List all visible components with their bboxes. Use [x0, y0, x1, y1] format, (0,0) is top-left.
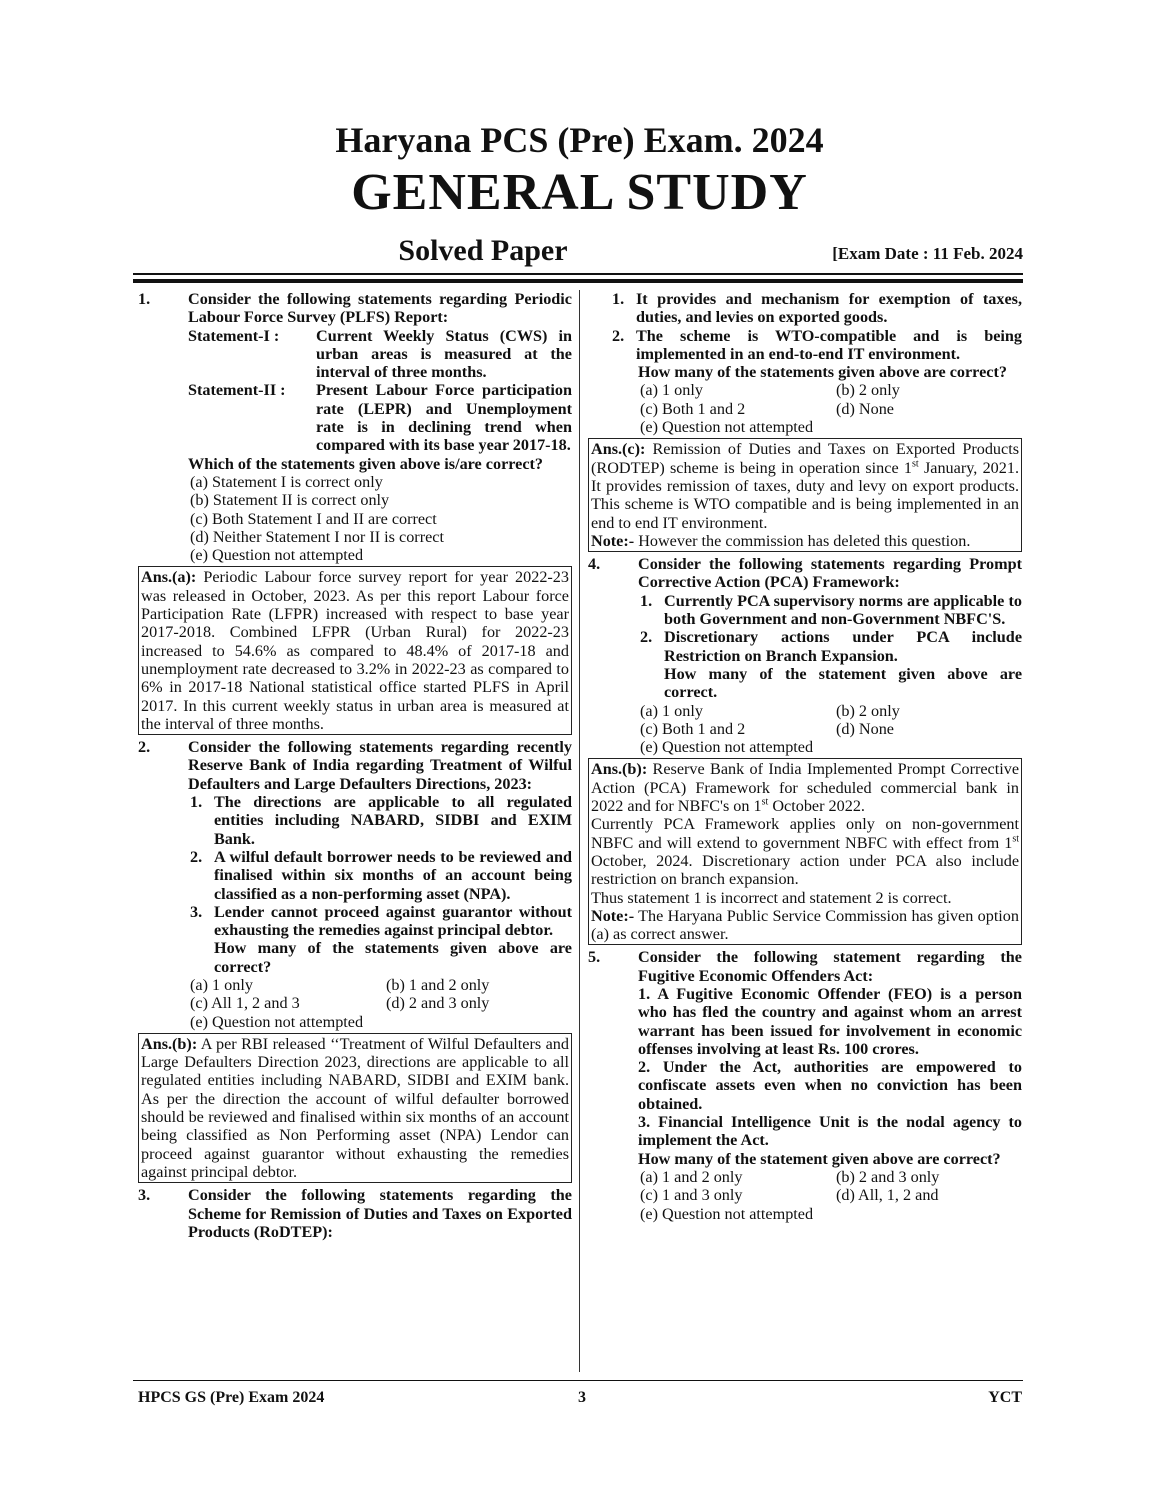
question-number: 3.: [138, 1186, 151, 1205]
sub-statement: 1. It provides and mechanism for exemption of taxes, duties, and levies on exported goods.: [612, 290, 1022, 327]
question-prompt: How many of the statement given above are correct?: [638, 1149, 1001, 1168]
option: (c) Both 1 and 2: [640, 719, 746, 738]
option: (e) Question not attempted: [640, 738, 814, 757]
question-4: [588, 555, 1022, 701]
answer-box: [138, 566, 572, 735]
page-header: [0, 118, 1159, 224]
option: (c) Both Statement I and II are correct: [190, 509, 437, 528]
question-number: 5.: [588, 948, 601, 967]
solved-paper-row: [133, 234, 1023, 270]
question-intro: Consider the following statements regarding Periodic Labour Force Survey (PLFS) Report:: [188, 290, 572, 327]
option: (b) Statement II is correct only: [190, 491, 390, 510]
option: (e) Question not attempted: [640, 1204, 814, 1223]
header-rule-thin: [133, 273, 1023, 275]
question-5: [588, 948, 1022, 1168]
column-divider: [579, 290, 580, 1372]
option: (b) 1 and 2 only: [386, 975, 490, 994]
note-label: Note:-: [591, 906, 635, 925]
question-intro: Consider the following statement regarding the Fugitive Economic Offenders Act:: [638, 948, 1022, 985]
sub-statement: 3. Financial Intelligence Unit is the nodal agency to implement the Act.: [638, 1113, 1022, 1150]
options-list: [138, 976, 572, 1031]
solved-paper-label: Solved Paper: [398, 234, 568, 267]
option: (e) Question not attempted: [640, 418, 814, 437]
option: (c) All 1, 2 and 3: [190, 994, 300, 1013]
option: (b) 2 only: [836, 701, 900, 720]
answer-box: [138, 1033, 572, 1183]
question-prompt: How many of the statements given above are correct?: [638, 363, 1007, 382]
option: (e) Question not attempted: [190, 546, 364, 565]
right-column: [588, 290, 1022, 1223]
sub-statement: 2. Discretionary actions under PCA include Restriction on Branch Expansion.: [640, 628, 1022, 665]
subject-title: GENERAL STUDY: [351, 164, 808, 221]
header-rule-thick: [133, 279, 1023, 283]
question-intro: Consider the following statements regarding Prompt Corrective Action (PCA) Framework:: [638, 555, 1022, 592]
note-label: Note:-: [591, 531, 635, 550]
sub-statement: 2. The scheme is WTO-compatible and is being implemented in an end-to-end IT environment.: [612, 326, 1022, 363]
answer-text: Periodic Labour force survey report for year 2022-23 was released in October, 2023. As per this report Labour force Participation Rate (LFPR) increased with respect to base year 2017-2018. Combined LFPR (Urban Rural) for 2022-23 increased to 54.6% as compared to 48.4% of 2017-18 and unemployment rate decreased to 3.2% in 2022-23 as compared to 6% in 2017-18 National statistical office started PLFS in April 2017. In this current weekly status in urban area is measured at the interval of three months.: [141, 568, 569, 733]
answer-box: Ans.(b): Reserve Bank of India Implemented Prompt Corrective Action (PCA) Framework for scheduled commercial bank in 2022 and for NBFC's on 1st October 2022. Currently PCA Framework applies only on non-government NBFC and will extend to government NBFC with effect from 1st October, 2024. Discretionary action under PCA also include restriction on branch expansion. Thus statement 1 is incorrect and statement 2 is correct. Note:- The Haryana Public Service Commission has given option (a) as correct answer.: [588, 758, 1022, 945]
exam-date: [Exam Date : 11 Feb. 2024: [832, 244, 1023, 263]
question-3-continued: [588, 290, 1022, 381]
sub-statement: 1. A Fugitive Economic Offender (FEO) is a person who has fled the country and against whom an arrest warrant has been issued for involvement in economic offenses involving at least Rs. 100 crores.: [638, 984, 1022, 1058]
question-1: [138, 290, 572, 327]
sub-statement: 1. Currently PCA supervisory norms are applicable to both Government and non-Government NBFC'S.: [640, 591, 1022, 629]
sub-statement: 1. The directions are applicable to all regulated entities including NABARD, SIDBI and EXIM Bank.: [190, 793, 572, 848]
options-list: [588, 381, 1022, 436]
question-3: [138, 1186, 572, 1241]
options-list: [588, 702, 1022, 757]
option: (c) Both 1 and 2: [640, 399, 746, 418]
option: (b) 2 only: [836, 381, 900, 400]
question-prompt: How many of the statement given above are correct.: [664, 664, 1022, 702]
statement-text: Present Labour Force participation rate (LEPR) and Unemployment rate is in declining trend when compared with its base year 2017-18.: [316, 381, 572, 455]
option: (b) 2 and 3 only: [836, 1167, 940, 1186]
statement-text: Current Weekly Status (CWS) in urban areas is measured at the interval of three months.: [316, 326, 572, 382]
footer-title: HPCS GS (Pre) Exam 2024: [138, 1389, 325, 1406]
statement-label: Statement-II :: [188, 381, 286, 400]
sub-statement: 2. A wilful default borrower needs to be reviewed and finalised within six months of an account being classified as a non-performing asset (NPA).: [190, 847, 572, 903]
page-number: 3: [578, 1389, 586, 1406]
question-2: [138, 738, 572, 976]
question-number: 1.: [138, 290, 151, 308]
option: (d) All, 1, 2 and: [836, 1186, 939, 1205]
page-footer: [138, 1389, 1022, 1411]
publisher: YCT: [988, 1389, 1022, 1406]
question-intro: Consider the following statements regarding the Scheme for Remission of Duties and Taxes on Exported Products (RoDTEP):: [188, 1186, 572, 1241]
question-number: 2.: [138, 738, 151, 757]
answer-label: Ans.(a):: [141, 568, 197, 587]
statement-1: [138, 327, 572, 382]
note-text: The Haryana Public Service Commission has given option (a) as correct answer.: [591, 906, 1019, 944]
exam-title: Haryana PCS (Pre) Exam. 2024: [335, 120, 824, 160]
footer-rule: [133, 1380, 1023, 1381]
option: (a) 1 only: [640, 701, 703, 720]
question-prompt: Which of the statements given above is/are correct?: [188, 454, 544, 473]
statement-label: Statement-I :: [188, 326, 280, 345]
option: (d) None: [836, 399, 894, 418]
option: (a) Statement I is correct only: [190, 472, 383, 491]
sub-statement: 2. Under the Act, authorities are empowered to confiscate assets even when no conviction has been obtained.: [638, 1058, 1022, 1113]
option: (c) 1 and 3 only: [640, 1186, 743, 1205]
option: (a) 1 only: [640, 381, 703, 400]
option: (a) 1 and 2 only: [640, 1167, 743, 1186]
note-text: However the commission has deleted this question.: [634, 531, 971, 550]
option: (d) Neither Statement I nor II is correct: [190, 527, 444, 546]
option: (a) 1 only: [190, 975, 253, 994]
answer-label: Ans.(c):: [591, 440, 646, 459]
option: (d) None: [836, 719, 894, 738]
option: (e) Question not attempted: [190, 1012, 364, 1031]
answer-label: Ans.(b):: [141, 1034, 198, 1053]
left-column: [138, 290, 572, 1241]
statement-2: [138, 381, 572, 454]
question-number: 4.: [588, 555, 601, 574]
options-list: [138, 473, 572, 564]
options-list: [588, 1168, 1022, 1223]
answer-text: A per RBI released ‘‘Treatment of Wilful Defaulters and Large Defaulters Direction 2023, directions are applicable to all regulated entities including NABARD, SIDBI and EXIM bank. As per the direction the account of wilful defaulter borrowed should be reviewed and finalised within six months of an account being classified as Non Performing asset (NPA) Lendor can proceed against guarantor without exhausting the remedies against principal debtor.: [141, 1034, 569, 1181]
question-intro: Consider the following statements regarding recently Reserve Bank of India regarding Treatment of Wilful Defaulters and Large Defaulters Directions, 2023:: [188, 738, 572, 793]
sub-statement: 3. Lender cannot proceed against guarantor without exhausting the remedies against principal debtor.: [190, 902, 572, 940]
answer-label: Ans.(b):: [591, 760, 648, 779]
answer-box: Ans.(c): Remission of Duties and Taxes on Exported Products (RODTEP) scheme is being in operation since 1st January, 2021. It provides remission of taxes, duty and levy on export products. This scheme is WTO compatible and is being implemented in an end to end IT environment. Note:- However the commission has deleted this question.: [588, 438, 1022, 552]
option: (d) 2 and 3 only: [386, 994, 490, 1013]
question-prompt: How many of the statements given above are correct?: [214, 939, 572, 976]
